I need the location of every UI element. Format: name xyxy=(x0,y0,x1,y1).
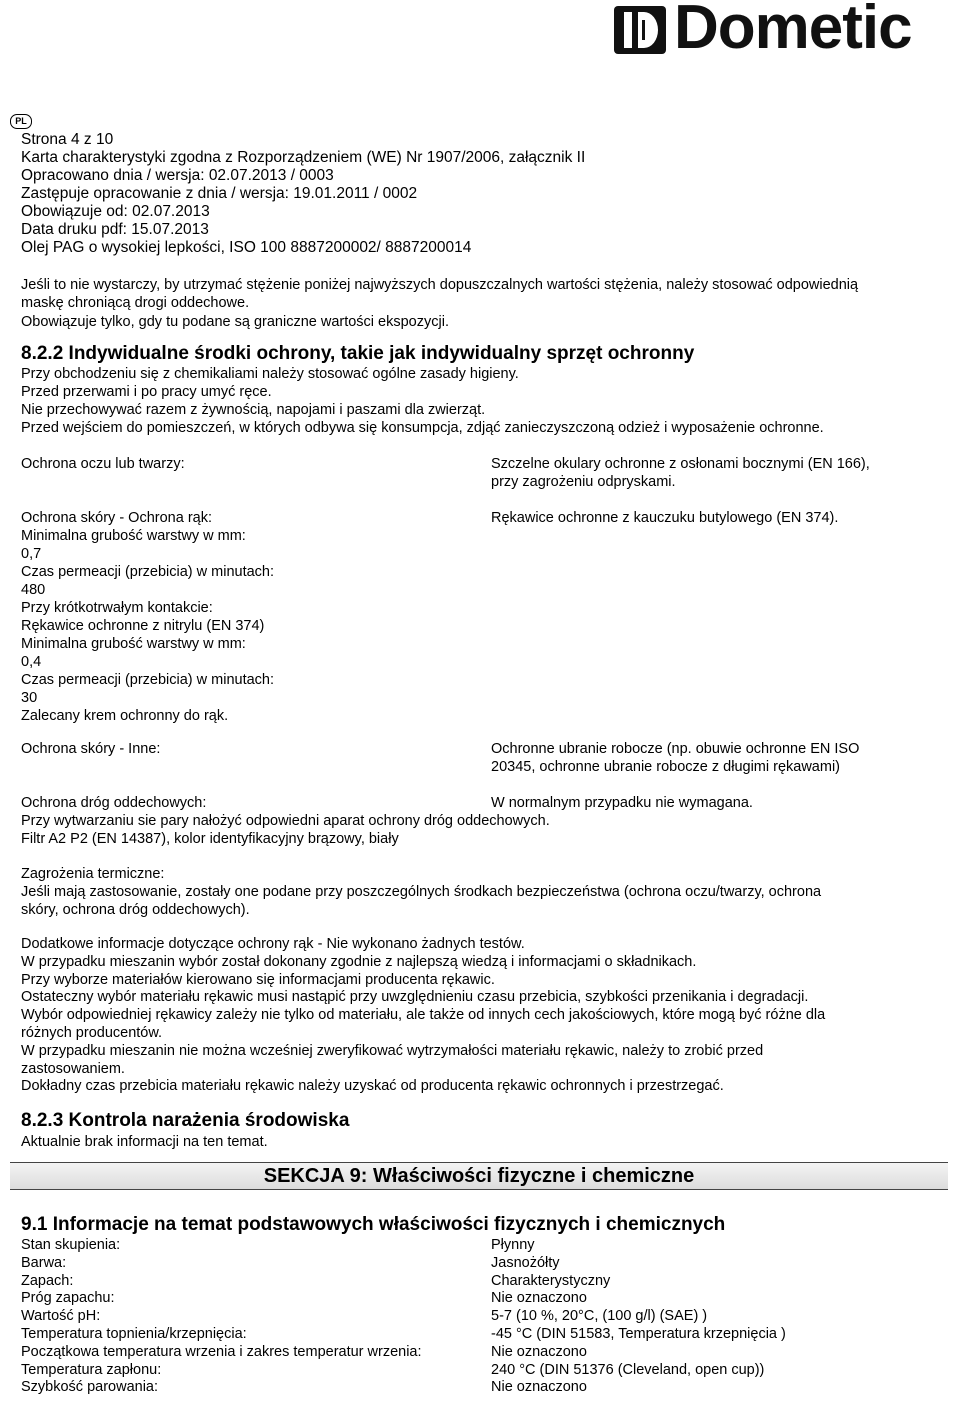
section-heading-8-2-3: 8.2.3 Kontrola narażenia środowiska xyxy=(21,1110,350,1131)
info-line: Dokładny czas przebicia materiału rękawic należy uzyskać od producenta rękawic ochronnych i przestrzegać. xyxy=(21,1078,724,1095)
dometic-emblem-icon xyxy=(612,2,668,58)
label-line: 30 xyxy=(21,690,38,706)
section-heading-9-1: 9.1 Informacje na temat podstawowych właściwości fizycznych i chemicznych xyxy=(21,1214,726,1235)
property-value: Charakterystyczny xyxy=(491,1272,611,1289)
eye-protection-value xyxy=(491,455,931,491)
intro-text: maskę chroniącą drogi oddechowe. xyxy=(21,295,250,311)
dometic-logo xyxy=(612,0,912,62)
info-line: różnych producentów. xyxy=(21,1024,163,1041)
thermal-text: skóry, ochrona dróg oddechowych). xyxy=(21,902,250,918)
header-line: Obowiązuje od: 02.07.2013 xyxy=(21,203,210,220)
label-line: 480 xyxy=(21,582,46,598)
skin-other-value xyxy=(491,740,931,776)
header-line: Zastępuje opracowanie z dnia / wersja: 19.01.2011 / 0002 xyxy=(21,185,418,202)
value-line: Szczelne okulary ochronne z osłonami bocznymi (EN 166), xyxy=(491,456,870,472)
thermal-label: Zagrożenia termiczne: xyxy=(21,866,165,882)
skin-other-label: Ochrona skóry - Inne: xyxy=(21,741,161,757)
respiratory-value: W normalnym przypadku nie wymagana. xyxy=(491,795,753,811)
property-label: Stan skupienia: xyxy=(21,1237,121,1253)
section-9-title: SEKCJA 9: Właściwości fizyczne i chemiczne xyxy=(10,1162,948,1190)
label-line: Rękawice ochronne z nitrylu (EN 374) xyxy=(21,618,265,634)
language-badge: PL xyxy=(10,114,32,129)
value-line: 20345, ochronne ubranie robocze z długimi rękawami) xyxy=(491,759,840,775)
header-line: Karta charakterystyki zgodna z Rozporządzeniem (WE) Nr 1907/2006, załącznik II xyxy=(21,149,586,166)
header-line: Opracowano dnia / wersja: 02.07.2013 / 0003 xyxy=(21,167,334,184)
info-line: Przy wyborze materiałów kierowano się informacjami producenta rękawic. xyxy=(21,971,495,988)
additional-hand-info xyxy=(21,936,825,1096)
info-line: W przypadku mieszanin wybór został dokonany zgodnie z najlepszą wiedzą i informacjami o składnikach. xyxy=(21,953,697,970)
property-label: Wartość pH: xyxy=(21,1308,101,1325)
info-line: zastosowaniem. xyxy=(21,1060,125,1077)
property-value: Jasnożółty xyxy=(491,1254,560,1271)
label-line: Czas permeacji (przebicia) w minutach: xyxy=(21,672,275,688)
info-line: Wybór odpowiedniej rękawicy zależy nie tylko od materiału, ale także od innych cech jakościowych, które mogą być różne dla xyxy=(21,1007,826,1024)
property-label: Zapach: xyxy=(21,1272,74,1289)
label-line: Minimalna grubość warstwy w mm: xyxy=(21,636,246,652)
property-value: Nie oznaczono xyxy=(491,1343,587,1360)
value-line: przy zagrożeniu odpryskami. xyxy=(491,474,676,490)
property-label: Temperatura topnienia/krzepnięcia: xyxy=(21,1325,247,1342)
info-line: Dodatkowe informacje dotyczące ochrony rąk - Nie wykonano żadnych testów. xyxy=(21,936,525,952)
respiratory-label: Ochrona dróg oddechowych: xyxy=(21,795,207,811)
intro-text: Jeśli to nie wystarczy, by utrzymać stężenie poniżej najwyższych dopuszczalnych wartości stężenia, należy stosować odpowiednią xyxy=(21,277,859,293)
thermal-text: Jeśli mają zastosowanie, zostały one podane przy poszczególnych środkach bezpieczeństwa (ochrona oczu/twarzy, ochrona xyxy=(21,884,822,900)
property-value: 5-7 (10 %, 20°C, (100 g/l) (SAE) ) xyxy=(491,1308,708,1325)
eye-protection-label: Ochrona oczu lub twarzy: xyxy=(21,456,185,472)
label-line: 0,4 xyxy=(21,654,42,670)
property-value: Nie oznaczono xyxy=(491,1379,587,1396)
intro-text: Obowiązuje tylko, gdy tu podane są graniczne wartości ekspozycji. xyxy=(21,314,449,330)
label-line: Minimalna grubość warstwy w mm: xyxy=(21,528,246,544)
label-line: 0,7 xyxy=(21,546,42,562)
property-label: Próg zapachu: xyxy=(21,1290,115,1307)
hygiene-line: Przy obchodzeniu się z chemikaliami należy stosować ogólne zasady higieny. xyxy=(21,366,519,382)
property-label: Początkowa temperatura wrzenia i zakres temperatur wrzenia: xyxy=(21,1343,422,1360)
property-value: -45 °C (DIN 51583, Temperatura krzepnięcia ) xyxy=(491,1325,786,1342)
property-label: Szybkość parowania: xyxy=(21,1379,159,1396)
property-value: 240 °C (DIN 51376 (Cleveland, open cup)) xyxy=(491,1361,765,1378)
info-line: Ostateczny wybór materiału rękawic musi nastąpić przy uwzględnieniu czasu przebicia, szybkości przenikania i degradacji. xyxy=(21,989,809,1006)
label-line: Przy krótkotrwałym kontakcie: xyxy=(21,600,213,616)
hygiene-line: Nie przechowywać razem z żywnością, napojami i paszami dla zwierząt. xyxy=(21,402,486,418)
label-line: Ochrona skóry - Ochrona rąk: xyxy=(21,510,212,526)
respiratory-note: Filtr A2 P2 (EN 14387), kolor identyfikacyjny brązowy, biały xyxy=(21,831,399,847)
label-line: Zalecany krem ochronny do rąk. xyxy=(21,708,229,724)
hand-protection-value: Rękawice ochronne z kauczuku butylowego (EN 374). xyxy=(491,510,839,526)
brand-name: Dometic xyxy=(674,0,912,62)
respiratory-note: Przy wytwarzaniu sie pary nałożyć odpowiedni aparat ochrony dróg oddechowych. xyxy=(21,813,550,829)
property-value: Nie oznaczono xyxy=(491,1290,587,1307)
property-label: Barwa: xyxy=(21,1254,67,1271)
header-line: Data druku pdf: 15.07.2013 xyxy=(21,221,209,238)
info-line: W przypadku mieszanin nie można wcześniej zweryfikować wytrzymałości materiału rękawic, należy to zrobić przed xyxy=(21,1042,764,1059)
property-label: Temperatura zapłonu: xyxy=(21,1361,162,1378)
hygiene-line: Przed przerwami i po pracy umyć ręce. xyxy=(21,384,272,400)
label-line: Czas permeacji (przebicia) w minutach: xyxy=(21,564,275,580)
value-line: Ochronne ubranie robocze (np. obuwie ochronne EN ISO xyxy=(491,741,860,757)
hand-protection-label xyxy=(21,509,274,725)
hygiene-line: Przed wejściem do pomieszczeń, w których odbywa się konsumpcja, zdjąć zanieczyszczoną odzież i wyposażenie ochronne. xyxy=(21,420,824,436)
environment-text: Aktualnie brak informacji na ten temat. xyxy=(21,1134,268,1150)
property-value: Płynny xyxy=(491,1237,535,1253)
header-line: Olej PAG o wysokiej lepkości, ISO 100 8887200002/ 8887200014 xyxy=(21,239,472,256)
section-heading-8-2-2: 8.2.2 Indywidualne środki ochrony, takie jak indywidualny sprzęt ochronny xyxy=(21,343,695,364)
document-header xyxy=(21,131,585,257)
header-line: Strona 4 z 10 xyxy=(21,131,114,148)
